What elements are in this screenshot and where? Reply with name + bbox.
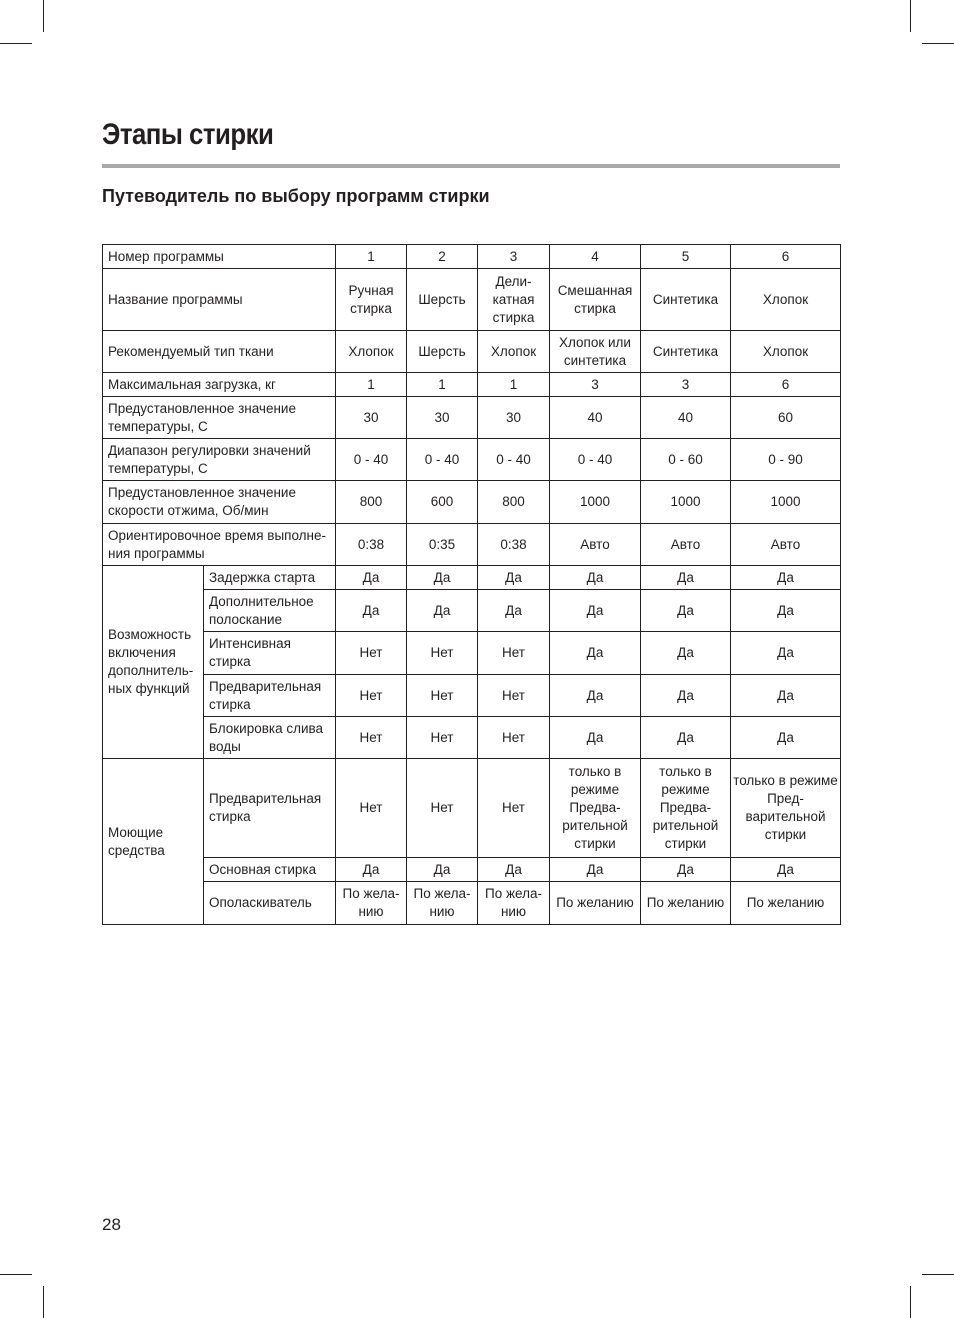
table-cell: Да (550, 858, 641, 882)
table-cell: Да (731, 675, 841, 717)
table-cell: По жела-нию (336, 882, 407, 925)
table-cell: Да (336, 858, 407, 882)
row-preset-temperature (103, 397, 841, 439)
title-divider (102, 164, 840, 168)
table-cell: Да (407, 590, 478, 632)
table-cell: 0 - 40 (550, 439, 641, 481)
row-label: Предварительная стирка (204, 675, 336, 717)
row-label: Максимальная загрузка, кг (103, 373, 336, 397)
table-cell: Нет (407, 632, 478, 675)
row-detergent-softener (103, 882, 841, 925)
table-cell: Да (336, 590, 407, 632)
table-cell: Да (550, 590, 641, 632)
table-cell: Да (731, 590, 841, 632)
table-cell: По жела-нию (407, 882, 478, 925)
table-cell: 30 (336, 397, 407, 439)
table-cell: 0 - 40 (407, 439, 478, 481)
table-cell: 600 (407, 481, 478, 524)
table-cell: Да (407, 858, 478, 882)
table-cell: Смешанная стирка (550, 269, 641, 331)
table-cell: Да (731, 566, 841, 590)
row-detergent-prewash (103, 759, 841, 858)
table-cell: Шерсть (407, 269, 478, 331)
row-label: Предустановленное значение скорости отжима, Об/мин (103, 481, 336, 524)
row-label: Ориентировочное время выполне-ния программы (103, 524, 336, 566)
table-cell: Нет (407, 675, 478, 717)
row-program-number (103, 245, 841, 269)
table-cell: Нет (336, 759, 407, 858)
table-cell: 40 (550, 397, 641, 439)
table-cell: Да (731, 632, 841, 675)
table-cell: Да (478, 590, 550, 632)
table-cell: Да (641, 858, 731, 882)
row-intensive-wash (103, 632, 841, 675)
row-label: Задержка старта (204, 566, 336, 590)
row-temperature-range (103, 439, 841, 481)
crop-mark (910, 0, 911, 32)
table-cell: 0 - 90 (731, 439, 841, 481)
table-cell: 0 - 40 (336, 439, 407, 481)
row-max-load (103, 373, 841, 397)
table-cell: 1 (336, 373, 407, 397)
table-cell: Да (641, 566, 731, 590)
table-cell: По желанию (550, 882, 641, 925)
table-cell: 1 (336, 245, 407, 269)
table-cell: 60 (731, 397, 841, 439)
table-cell: Синтетика (641, 331, 731, 373)
row-label: Дополнительное полоскание (204, 590, 336, 632)
table-cell: 30 (478, 397, 550, 439)
row-fabric-type (103, 331, 841, 373)
section-subtitle: Путеводитель по выбору программ стирки (102, 186, 490, 206)
table-cell: только в режиме Предва-рительной стирки (641, 759, 731, 858)
row-program-name (103, 269, 841, 331)
table-cell: Хлопок (336, 331, 407, 373)
table-cell: 0:38 (336, 524, 407, 566)
row-extra-rinse (103, 590, 841, 632)
crop-mark (910, 1286, 911, 1318)
program-guide-table (102, 244, 841, 925)
crop-mark (0, 1274, 32, 1275)
row-label: Предустановленное значение температуры, С (103, 397, 336, 439)
table-cell: Да (336, 566, 407, 590)
table-cell: 2 (407, 245, 478, 269)
row-label: Интенсивная стирка (204, 632, 336, 675)
table-cell: 6 (731, 245, 841, 269)
table-cell: Да (731, 858, 841, 882)
row-label: Блокировка слива воды (204, 717, 336, 759)
table-cell: 0:38 (478, 524, 550, 566)
table-cell: Да (478, 566, 550, 590)
crop-mark (0, 43, 32, 44)
table-cell: Да (731, 717, 841, 759)
table-cell: По желанию (731, 882, 841, 925)
table-cell: 1000 (731, 481, 841, 524)
table-cell: Нет (336, 632, 407, 675)
row-delay-start (103, 566, 841, 590)
table-cell: Да (641, 675, 731, 717)
row-drain-lock (103, 717, 841, 759)
table-cell: Да (550, 632, 641, 675)
table-cell: По желанию (641, 882, 731, 925)
table-cell: 0 - 40 (478, 439, 550, 481)
table-cell: 800 (478, 481, 550, 524)
table-cell: Да (550, 566, 641, 590)
table-cell: Авто (731, 524, 841, 566)
table-cell: Да (407, 566, 478, 590)
row-label: Рекомендуемый тип ткани (103, 331, 336, 373)
row-prewash (103, 675, 841, 717)
table-cell: По жела-нию (478, 882, 550, 925)
row-run-time (103, 524, 841, 566)
row-detergent-main (103, 858, 841, 882)
page-number: 28 (102, 1215, 121, 1234)
table-cell: Авто (641, 524, 731, 566)
row-label: Номер программы (103, 245, 336, 269)
table-cell: 1000 (641, 481, 731, 524)
table-cell: Нет (407, 717, 478, 759)
table-cell: Нет (336, 717, 407, 759)
table-cell: Нет (336, 675, 407, 717)
table-cell: 0 - 60 (641, 439, 731, 481)
table-cell: Нет (478, 759, 550, 858)
table-cell: 1000 (550, 481, 641, 524)
row-label: Название программы (103, 269, 336, 331)
group-label-functions: Возможность включения дополнитель-ных функций (103, 566, 204, 759)
table-cell: 5 (641, 245, 731, 269)
table-cell: Шерсть (407, 331, 478, 373)
table-cell: Хлопок или синтетика (550, 331, 641, 373)
row-preset-spin (103, 481, 841, 524)
table-cell: 3 (478, 245, 550, 269)
table-cell: Да (641, 632, 731, 675)
crop-mark (922, 43, 954, 44)
table-cell: только в режиме Предва-рительной стирки (550, 759, 641, 858)
table-cell: только в режиме Пред-варительной стирки (731, 759, 841, 858)
table-cell: 3 (641, 373, 731, 397)
table-cell: 1 (478, 373, 550, 397)
table-cell: Хлопок (731, 269, 841, 331)
row-label: Диапазон регулировки значений температуры, С (103, 439, 336, 481)
table-cell: 4 (550, 245, 641, 269)
table-cell: Синтетика (641, 269, 731, 331)
table-cell: 3 (550, 373, 641, 397)
table-cell: Да (641, 590, 731, 632)
table-cell: Да (550, 717, 641, 759)
row-label: Ополаскиватель (204, 882, 336, 925)
table-cell: 6 (731, 373, 841, 397)
table-cell: Да (641, 717, 731, 759)
crop-mark (43, 1286, 44, 1318)
table-cell: Нет (478, 717, 550, 759)
table-cell: 40 (641, 397, 731, 439)
table-cell: Да (478, 858, 550, 882)
table-cell: Да (550, 675, 641, 717)
table-cell: 0:35 (407, 524, 478, 566)
crop-mark (43, 0, 44, 32)
row-label: Основная стирка (204, 858, 336, 882)
crop-mark (922, 1274, 954, 1275)
table-cell: Нет (478, 632, 550, 675)
table-cell: 800 (336, 481, 407, 524)
page-title: Этапы стирки (102, 118, 274, 151)
table-cell: Дели-катная стирка (478, 269, 550, 331)
table-cell: Нет (478, 675, 550, 717)
table-cell: 30 (407, 397, 478, 439)
table-cell: Хлопок (478, 331, 550, 373)
group-label-detergents: Моющие средства (103, 759, 204, 925)
row-label: Предварительная стирка (204, 759, 336, 858)
table-cell: Ручная стирка (336, 269, 407, 331)
table-cell: 1 (407, 373, 478, 397)
table-cell: Нет (407, 759, 478, 858)
table-cell: Хлопок (731, 331, 841, 373)
table-cell: Авто (550, 524, 641, 566)
